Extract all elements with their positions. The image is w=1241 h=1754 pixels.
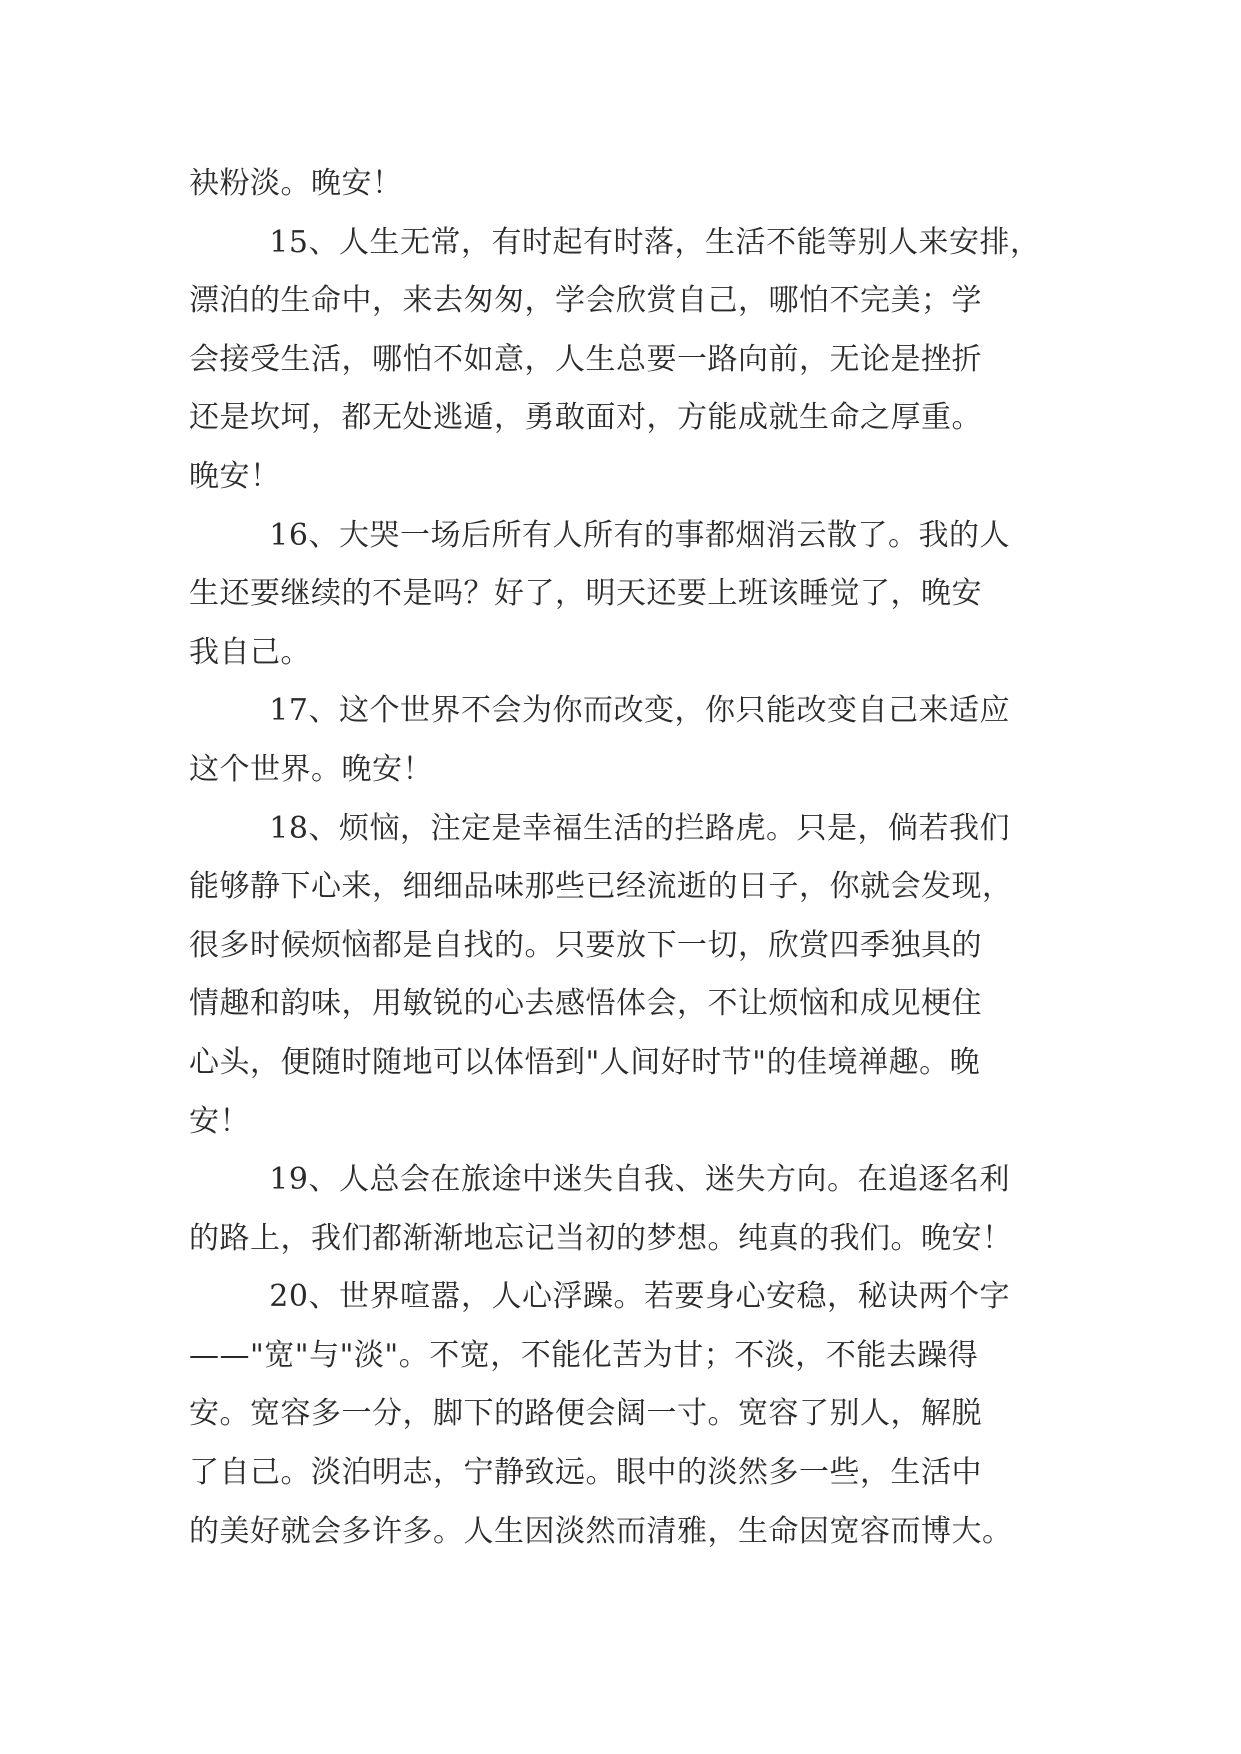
paragraph-15: 15、人生无常，有时起有时落，生活不能等别人来安排， 漂泊的生命中，来去匆匆，学会欣赏自己，哪怕不完美；学 会接受生活，哪怕不如意，人生总要一路向前，无论是挫折 还是坎坷，都无处逃遁，勇敢面对，方能成就生命之厚重。 晚安！ [189,224,1041,494]
paragraph-17: 17、这个世界不会为你而改变，你只能改变自己来适应 这个世界。晚安！ [189,693,1010,787]
body-text [189,155,1059,1561]
paragraph-16: 16、大哭一场后所有人所有的事都烟消云散了。我的人 生还要继续的不是吗？好了，明天还要上班该睡觉了，晚安 我自己。 [189,517,1010,670]
paragraph-19: 19、人总会在旅途中迷失自我、迷失方向。在追逐名利 的路上，我们都渐渐地忘记当初的梦想。纯真的我们。晚安！ [189,1162,1013,1256]
paragraph-18: 18、烦恼，注定是幸福生活的拦路虎。只是，倘若我们 能够静下心来，细细品味那些已经流逝的日子，你就会发现， 很多时候烦恼都是自找的。只要放下一切，欣赏四季独具的 情趣和韵味，用敏锐的心去感悟体会，不让烦恼和成见梗住 心头，便随时随地可以体悟到"人间好时节"的佳境禅趣。晚 安！ [189,810,1013,1139]
paragraph-20: 20、世界喧嚣，人心浮躁。若要身心安稳，秘诀两个字 ——"宽"与"淡"。不宽，不能化苦为甘；不淡，不能去躁得 安。宽容多一分，脚下的路便会阔一寸。宽容了别人，解脱 了自己。淡泊明志，宁静致远。眼中的淡然多一些，生活中 的美好就会多许多。人生因淡然而清雅，生命因宽容而博大。 [189,1279,1013,1549]
paragraph-14-end: 袂粉淡。晚安！ [189,166,403,201]
